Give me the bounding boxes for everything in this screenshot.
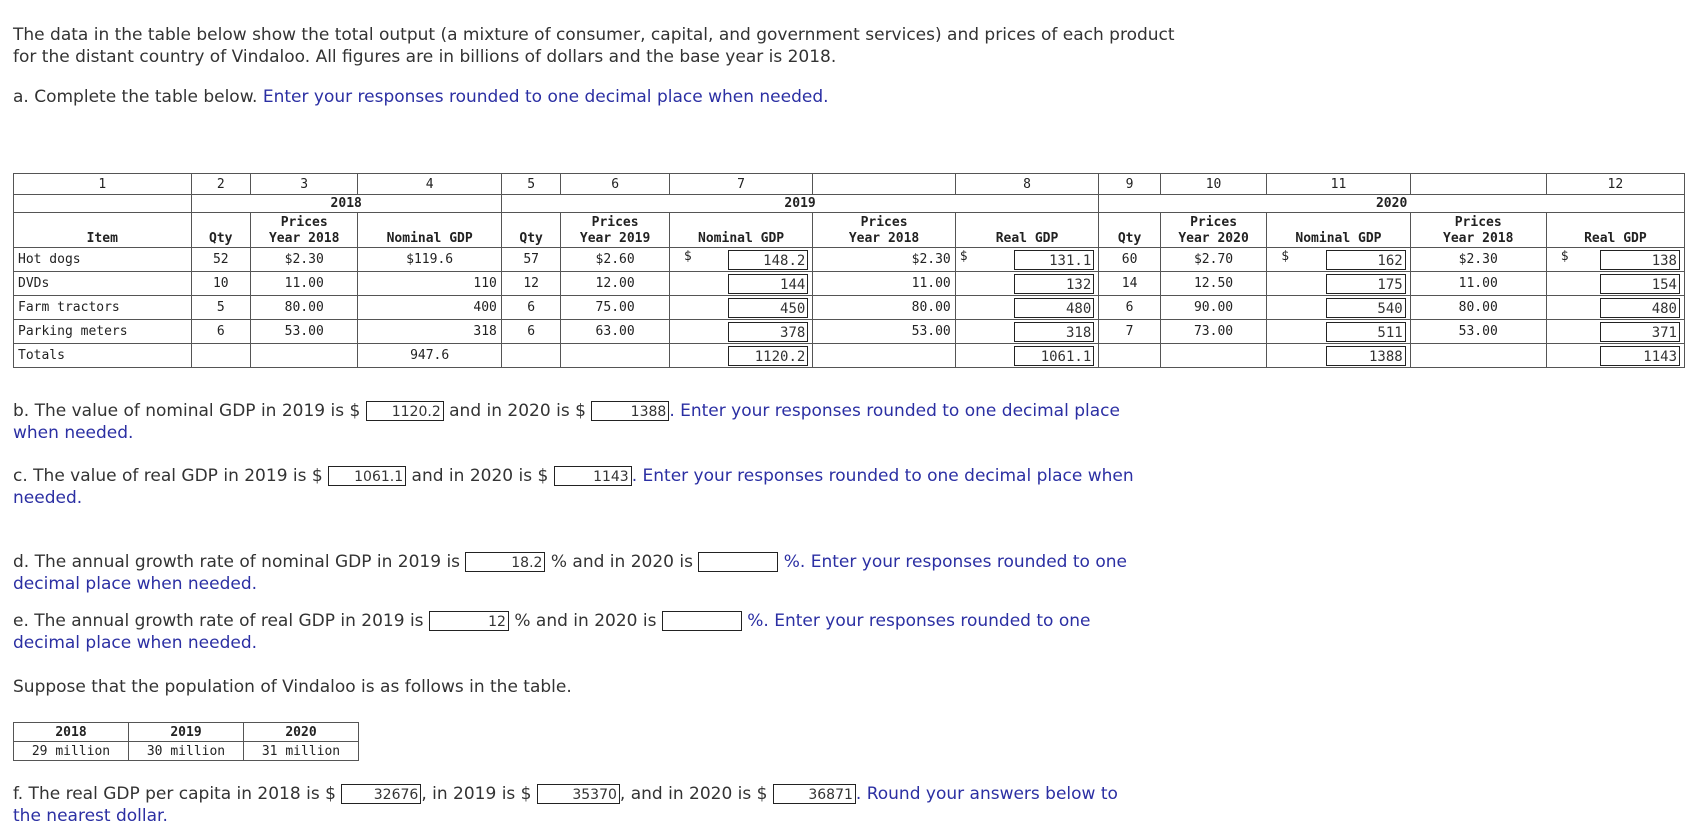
total-real-gdp-2020-cell — [1546, 344, 1684, 368]
nominal-gdp-2020-input[interactable]: 540 — [1326, 298, 1406, 318]
part-c-prefix: c. The value of real GDP in 2019 is $ — [13, 466, 323, 486]
real-gdp-2020-cell — [1546, 320, 1684, 344]
year-2020-header: 2020 — [1099, 195, 1685, 213]
real-gdp-2019-answer[interactable]: 1061.1 — [328, 466, 406, 486]
column-number-row — [14, 174, 1685, 195]
part-f-mid-1: , in 2019 is $ — [421, 784, 532, 804]
part-a-instruction: Enter your responses rounded to one decimal place when needed. — [262, 87, 829, 107]
price-2018: $2.30 — [1410, 248, 1546, 272]
year-2018-header: 2018 — [191, 195, 501, 213]
col-number: 6 — [561, 174, 669, 195]
price-2018: 11.00 — [251, 272, 358, 296]
table-row — [14, 248, 1685, 272]
real-gdp-2019-input[interactable]: 131.1 — [1014, 250, 1094, 270]
real-gdp-2020-input[interactable]: 480 — [1600, 298, 1680, 318]
qty-2019: 6 — [501, 320, 561, 344]
qty-2020: 14 — [1099, 272, 1161, 296]
total-nominal-gdp-2020-input[interactable]: 1388 — [1326, 346, 1406, 366]
population-value: 30 million — [129, 742, 244, 761]
year-label: Year 2019 — [579, 231, 651, 246]
prices-label: Prices — [860, 215, 908, 230]
qty-2020: 7 — [1099, 320, 1161, 344]
part-d-prefix: d. The annual growth rate of nominal GDP in 2019 is — [13, 552, 461, 572]
part-c-mid: and in 2020 is $ — [411, 466, 549, 486]
empty-cell — [501, 344, 561, 368]
part-b-prefix: b. The value of nominal GDP in 2019 is $ — [13, 401, 361, 421]
totals-label: Totals — [14, 344, 192, 368]
prices-2018-header — [813, 213, 955, 248]
nominal-gdp-2018: $119.6 — [358, 248, 502, 272]
real-gdp-2019-cell — [955, 320, 1099, 344]
part-d-instruction-cont: decimal place when needed. — [13, 574, 258, 594]
prices-2019-header — [561, 213, 669, 248]
price-2018: 53.00 — [813, 320, 955, 344]
nominal-gdp-2018: 400 — [358, 296, 502, 320]
empty-cell — [191, 344, 251, 368]
column-header-row — [14, 213, 1685, 248]
qty-header: Qty — [191, 213, 251, 248]
qty-2019: 12 — [501, 272, 561, 296]
nominal-gdp-2019-cell — [669, 272, 813, 296]
price-2020: $2.70 — [1160, 248, 1266, 272]
price-2018: 80.00 — [251, 296, 358, 320]
totals-row — [14, 344, 1685, 368]
part-b-instruction: . Enter your responses rounded to one decimal place — [669, 401, 1120, 421]
nominal-gdp-2020-input[interactable]: 511 — [1326, 322, 1406, 342]
price-2020: 90.00 — [1160, 296, 1266, 320]
qty-2018: 5 — [191, 296, 251, 320]
year-label: Year 2018 — [1443, 231, 1514, 246]
price-2020: 73.00 — [1160, 320, 1266, 344]
table-row — [14, 320, 1685, 344]
real-gdp-2019-cell — [955, 272, 1099, 296]
year-label: Year 2018 — [268, 231, 340, 246]
price-2019: 12.00 — [561, 272, 669, 296]
nominal-gdp-2020-cell — [1267, 248, 1411, 272]
year-label: Year 2018 — [848, 231, 920, 246]
nominal-gdp-2019-input[interactable]: 450 — [728, 298, 808, 318]
part-c-instruction-cont: needed. — [13, 488, 83, 508]
table-row — [14, 272, 1685, 296]
real-gdp-header: Real GDP — [955, 213, 1099, 248]
gdp-table — [13, 173, 1685, 368]
nominal-gdp-2020-answer[interactable]: 1388 — [591, 401, 669, 421]
part-e-instruction: Enter your responses rounded to one — [774, 611, 1091, 631]
dollar-sign: $ — [1560, 249, 1569, 264]
part-d — [13, 551, 1127, 595]
intro-line-1: The data in the table below show the total output (a mixture of consumer, capital, and government services) and prices of each product — [13, 25, 1175, 45]
prices-2018-header — [251, 213, 358, 248]
dollar-sign: $ — [1281, 249, 1290, 264]
real-gdp-2019-input[interactable]: 480 — [1014, 298, 1094, 318]
population-year: 2020 — [244, 723, 359, 742]
nominal-gdp-2020-input[interactable]: 162 — [1326, 250, 1406, 270]
part-e-mid: % and in 2020 is — [514, 611, 657, 631]
total-nominal-gdp-2019-cell — [669, 344, 813, 368]
part-f-prefix: f. The real GDP per capita in 2018 is $ — [13, 784, 336, 804]
nominal-gdp-2020-cell — [1267, 320, 1411, 344]
prices-2018-header — [1410, 213, 1546, 248]
qty-2020: 60 — [1099, 248, 1161, 272]
real-gdp-2020-input[interactable]: 138 — [1600, 250, 1680, 270]
part-d-mid: % and in 2020 is — [550, 552, 693, 572]
nominal-gdp-2020-cell — [1267, 296, 1411, 320]
real-gdp-2019-input[interactable]: 318 — [1014, 322, 1094, 342]
col-number: 12 — [1546, 174, 1684, 195]
col-number: 7 — [669, 174, 813, 195]
price-2019: $2.60 — [561, 248, 669, 272]
prices-2020-header — [1160, 213, 1266, 248]
real-gdp-2019-cell — [955, 296, 1099, 320]
col-number-blank — [1410, 174, 1546, 195]
qty-2020: 6 — [1099, 296, 1161, 320]
col-number: 8 — [955, 174, 1099, 195]
part-c — [13, 465, 1134, 509]
population-header-row — [14, 723, 359, 742]
price-2019: 75.00 — [561, 296, 669, 320]
prices-label: Prices — [591, 215, 639, 230]
part-f — [13, 783, 1118, 827]
real-gdp-per-capita-2019-input[interactable]: 35370 — [537, 784, 620, 804]
real-gdp-2019-cell — [955, 248, 1099, 272]
col-number-blank — [813, 174, 955, 195]
part-f-instruction-cont: the nearest dollar. — [13, 806, 168, 826]
empty-cell — [1099, 344, 1161, 368]
year-label: Year 2020 — [1178, 231, 1249, 246]
item-name: Farm tractors — [14, 296, 192, 320]
part-e-instruction-cont: decimal place when needed. — [13, 633, 258, 653]
col-number: 11 — [1267, 174, 1411, 195]
part-b-mid: and in 2020 is $ — [449, 401, 586, 421]
price-2018: 11.00 — [1410, 272, 1546, 296]
part-c-instruction: . Enter your responses rounded to one decimal place when — [631, 466, 1134, 486]
real-gdp-2019-input[interactable]: 132 — [1014, 274, 1094, 294]
qty-2018: 52 — [191, 248, 251, 272]
qty-2019: 57 — [501, 248, 561, 272]
population-intro: Suppose that the population of Vindaloo is as follows in the table. — [13, 677, 572, 697]
part-f-mid-2: , and in 2020 is $ — [619, 784, 768, 804]
part-a-text — [13, 86, 829, 108]
nominal-growth-2020-input[interactable] — [698, 552, 778, 572]
col-number: 10 — [1160, 174, 1266, 195]
col-number: 1 — [14, 174, 192, 195]
nominal-gdp-2019-input[interactable]: 148.2 — [728, 250, 808, 270]
population-table — [13, 722, 359, 761]
table-row — [14, 296, 1685, 320]
real-gdp-2020-cell — [1546, 272, 1684, 296]
price-2018: 53.00 — [251, 320, 358, 344]
nominal-growth-2019-input[interactable]: 18.2 — [465, 552, 545, 572]
nominal-gdp-2019-cell — [669, 296, 813, 320]
year-2019-header: 2019 — [501, 195, 1098, 213]
nominal-gdp-2020-input[interactable]: 175 — [1326, 274, 1406, 294]
price-2018: 11.00 — [813, 272, 955, 296]
total-nominal-gdp-2019-input[interactable]: 1120.2 — [728, 346, 808, 366]
population-value: 29 million — [14, 742, 129, 761]
part-a-prefix: a. Complete the table below. — [13, 87, 258, 107]
population-year: 2018 — [14, 723, 129, 742]
qty-2018: 10 — [191, 272, 251, 296]
price-2020: 12.50 — [1160, 272, 1266, 296]
empty-cell — [1160, 344, 1266, 368]
nominal-gdp-2020-cell — [1267, 272, 1411, 296]
part-e-prefix: e. The annual growth rate of real GDP in 2019 is — [13, 611, 424, 631]
item-header: Item — [14, 213, 192, 248]
real-gdp-2020-input[interactable]: 371 — [1600, 322, 1680, 342]
nominal-gdp-header: Nominal GDP — [358, 213, 502, 248]
real-gdp-per-capita-2018-input[interactable]: 32676 — [341, 784, 421, 804]
real-gdp-per-capita-2020-input[interactable]: 36871 — [773, 784, 856, 804]
col-number: 4 — [358, 174, 502, 195]
qty-2018: 6 — [191, 320, 251, 344]
price-2018: 80.00 — [1410, 296, 1546, 320]
qty-header: Qty — [501, 213, 561, 248]
real-gdp-2020-cell — [1546, 296, 1684, 320]
part-b — [13, 400, 1120, 444]
empty-cell — [813, 344, 955, 368]
nominal-gdp-header: Nominal GDP — [1267, 213, 1411, 248]
part-d-instruction: Enter your responses rounded to one — [810, 552, 1127, 572]
part-e-suffix: %. — [747, 611, 769, 631]
price-2018: 80.00 — [813, 296, 955, 320]
nominal-gdp-2019-input[interactable]: 378 — [728, 322, 808, 342]
col-number: 3 — [251, 174, 358, 195]
item-name: Parking meters — [14, 320, 192, 344]
nominal-gdp-2019-input[interactable]: 144 — [728, 274, 808, 294]
nominal-gdp-2019-answer[interactable]: 1120.2 — [366, 401, 444, 421]
population-value: 31 million — [244, 742, 359, 761]
real-growth-2019-input[interactable]: 12 — [429, 611, 509, 631]
qty-header: Qty — [1099, 213, 1161, 248]
population-value-row — [14, 742, 359, 761]
year-blank — [14, 195, 192, 213]
price-2018: $2.30 — [813, 248, 955, 272]
prices-label: Prices — [280, 215, 328, 230]
total-real-gdp-2019-input[interactable]: 1061.1 — [1014, 346, 1094, 366]
empty-cell — [561, 344, 669, 368]
real-gdp-2020-answer[interactable]: 1143 — [554, 466, 632, 486]
col-number: 9 — [1099, 174, 1161, 195]
intro-line-2: for the distant country of Vindaloo. All figures are in billions of dollars and the base year is 2018. — [13, 47, 837, 67]
empty-cell — [1410, 344, 1546, 368]
total-nominal-gdp-2018: 947.6 — [358, 344, 502, 368]
nominal-gdp-header: Nominal GDP — [669, 213, 813, 248]
nominal-gdp-2019-cell — [669, 248, 813, 272]
col-number: 2 — [191, 174, 251, 195]
item-name: DVDs — [14, 272, 192, 296]
population-year: 2019 — [129, 723, 244, 742]
real-gdp-header: Real GDP — [1546, 213, 1684, 248]
prices-label: Prices — [1190, 215, 1238, 230]
qty-2019: 6 — [501, 296, 561, 320]
nominal-gdp-2019-cell — [669, 320, 813, 344]
real-gdp-2020-cell — [1546, 248, 1684, 272]
real-gdp-2020-input[interactable]: 154 — [1600, 274, 1680, 294]
total-nominal-gdp-2020-cell — [1267, 344, 1411, 368]
dollar-sign: $ — [959, 249, 968, 264]
col-number: 5 — [501, 174, 561, 195]
part-d-suffix: %. — [783, 552, 806, 572]
year-header-row — [14, 195, 1685, 213]
price-2019: 63.00 — [561, 320, 669, 344]
dollar-sign: $ — [683, 249, 692, 264]
nominal-gdp-2018: 318 — [358, 320, 502, 344]
empty-cell — [251, 344, 358, 368]
total-real-gdp-2019-cell — [955, 344, 1099, 368]
intro-text — [13, 24, 1175, 68]
nominal-gdp-2018: 110 — [358, 272, 502, 296]
total-real-gdp-2020-input[interactable]: 1143 — [1600, 346, 1680, 366]
real-growth-2020-input[interactable] — [662, 611, 742, 631]
price-2018: $2.30 — [251, 248, 358, 272]
part-b-instruction-cont: when needed. — [13, 423, 134, 443]
price-2018: 53.00 — [1410, 320, 1546, 344]
part-e — [13, 610, 1091, 654]
prices-label: Prices — [1454, 215, 1502, 230]
part-f-instruction: . Round your answers below to — [855, 784, 1118, 804]
item-name: Hot dogs — [14, 248, 192, 272]
